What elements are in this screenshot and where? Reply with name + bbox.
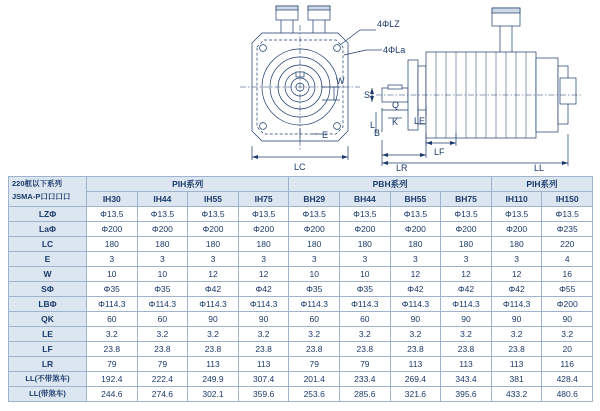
cell: 180 (87, 237, 138, 252)
cell: Φ13.5 (491, 207, 542, 222)
cell: 3 (87, 252, 138, 267)
cell: Φ35 (137, 282, 188, 297)
cell: Φ13.5 (188, 207, 239, 222)
cell: Φ13.5 (238, 207, 289, 222)
cell: 3 (340, 252, 391, 267)
cell: 343.4 (441, 372, 492, 387)
label-lb: L (370, 120, 376, 130)
cell: Φ42 (390, 282, 441, 297)
technical-drawing (0, 0, 600, 172)
cell: 253.6 (289, 387, 340, 402)
row-label-le: LE (9, 327, 87, 342)
dimension-table (8, 176, 593, 402)
label-lc: LC (294, 162, 306, 172)
cell: 23.8 (137, 342, 188, 357)
cell: 20 (542, 342, 593, 357)
cell: 3 (238, 252, 289, 267)
cell: 3 (390, 252, 441, 267)
cell: 12 (491, 267, 542, 282)
cell: 23.8 (188, 342, 239, 357)
group-header-pih-1: PIH系列 (87, 177, 289, 192)
cell: 359.6 (238, 387, 289, 402)
row-label-lf: LF (9, 342, 87, 357)
table-row (9, 252, 593, 267)
col-header-ih110: IH110 (491, 192, 542, 207)
cell: 113 (238, 357, 289, 372)
cell: 3.2 (441, 327, 492, 342)
cell: Φ42 (491, 282, 542, 297)
cell: Φ42 (188, 282, 239, 297)
row-label-lb: LBΦ (9, 297, 87, 312)
cell: Φ200 (238, 222, 289, 237)
table-row (9, 297, 593, 312)
cell: 113 (390, 357, 441, 372)
cell: Φ55 (542, 282, 593, 297)
cell: 302.1 (188, 387, 239, 402)
cell: 222.4 (137, 372, 188, 387)
label-k: K (392, 117, 399, 127)
cell: 10 (87, 267, 138, 282)
cell: 3 (491, 252, 542, 267)
dimension-table-wrapper (8, 176, 592, 402)
cell: Φ200 (542, 297, 593, 312)
cell: Φ13.5 (87, 207, 138, 222)
cell: 3.2 (390, 327, 441, 342)
group-header-pih-2: PIH系列 (491, 177, 592, 192)
cell: Φ114.3 (340, 297, 391, 312)
cell: 249.9 (188, 372, 239, 387)
cell: 3.2 (137, 327, 188, 342)
cell: 3.2 (491, 327, 542, 342)
cell: 180 (340, 237, 391, 252)
cell: 3 (137, 252, 188, 267)
table-row (9, 282, 593, 297)
label-le: LE (414, 116, 426, 126)
cell: Φ200 (390, 222, 441, 237)
cell: 381 (491, 372, 542, 387)
cell: 12 (390, 267, 441, 282)
label-lb2: B (374, 128, 381, 138)
cell: 10 (340, 267, 391, 282)
cell: 220 (542, 237, 593, 252)
cell: 180 (289, 237, 340, 252)
cell: Φ114.3 (188, 297, 239, 312)
cell: Φ114.3 (238, 297, 289, 312)
cell: 180 (137, 237, 188, 252)
cell: 180 (491, 237, 542, 252)
cell: 23.8 (390, 342, 441, 357)
row-label-e: E (9, 252, 87, 267)
cell: 3 (188, 252, 239, 267)
cell: Φ35 (340, 282, 391, 297)
cell: 113 (441, 357, 492, 372)
table-row (9, 222, 593, 237)
row-label-qk: QK (9, 312, 87, 327)
cell: 433.2 (491, 387, 542, 402)
cell: 192.4 (87, 372, 138, 387)
cell: 60 (137, 312, 188, 327)
cell: Φ200 (491, 222, 542, 237)
cell: 60 (87, 312, 138, 327)
row-label-ll-with-brake: LL(带煞车) (9, 387, 87, 402)
col-header-ih75: IH75 (238, 192, 289, 207)
cell: 79 (137, 357, 188, 372)
cell: 180 (390, 237, 441, 252)
table-row (9, 267, 593, 282)
label-4-phi-la: 4ΦLa (383, 45, 406, 55)
cell: 201.4 (289, 372, 340, 387)
row-label-lr: LR (9, 357, 87, 372)
cell: 12 (238, 267, 289, 282)
cell: Φ35 (87, 282, 138, 297)
row-label-s: SΦ (9, 282, 87, 297)
cell: Φ13.5 (441, 207, 492, 222)
table-row (9, 312, 593, 327)
cell: 60 (289, 312, 340, 327)
row-label-w: W (9, 267, 87, 282)
cell: 3.2 (542, 327, 593, 342)
cell: 3 (441, 252, 492, 267)
cell: 274.6 (137, 387, 188, 402)
group-header-pbh: PBH系列 (289, 177, 491, 192)
row-label-lz: LZΦ (9, 207, 87, 222)
cell: 12 (188, 267, 239, 282)
table-row (9, 237, 593, 252)
cell: 90 (542, 312, 593, 327)
cell: 480.6 (542, 387, 593, 402)
cell: 3.2 (340, 327, 391, 342)
label-ll: LL (534, 163, 545, 172)
label-s: S (364, 90, 371, 100)
cell: 3.2 (188, 327, 239, 342)
cell: Φ200 (188, 222, 239, 237)
cell: 3.2 (238, 327, 289, 342)
cell: 90 (188, 312, 239, 327)
label-w: W (336, 76, 345, 86)
cell: 90 (491, 312, 542, 327)
cell: Φ200 (289, 222, 340, 237)
cell: 180 (188, 237, 239, 252)
table-column-header-row (9, 192, 593, 207)
cell: Φ200 (87, 222, 138, 237)
cell: 428.4 (542, 372, 593, 387)
table-row (9, 387, 593, 402)
col-header-bh44: BH44 (340, 192, 391, 207)
cell: 244.6 (87, 387, 138, 402)
row-label-lc: LC (9, 237, 87, 252)
col-header-ih30: IH30 (87, 192, 138, 207)
cell: Φ200 (340, 222, 391, 237)
cell: Φ13.5 (340, 207, 391, 222)
cell: 3 (289, 252, 340, 267)
cell: Φ13.5 (542, 207, 593, 222)
cell: 180 (441, 237, 492, 252)
cell: 23.8 (238, 342, 289, 357)
table-row (9, 357, 593, 372)
drawing-svg (0, 0, 600, 172)
table-corner-cell (9, 177, 87, 207)
cell: 90 (441, 312, 492, 327)
col-header-ih150: IH150 (542, 192, 593, 207)
cell: Φ114.3 (390, 297, 441, 312)
cell: Φ114.3 (137, 297, 188, 312)
row-label-ll-no-brake: LL(不带煞车) (9, 372, 87, 387)
cell: 10 (137, 267, 188, 282)
label-lf: LF (434, 147, 445, 157)
cell: Φ200 (137, 222, 188, 237)
cell: 307.4 (238, 372, 289, 387)
cell: Φ114.3 (289, 297, 340, 312)
cell: 79 (87, 357, 138, 372)
cell: 10 (289, 267, 340, 282)
cell: 16 (542, 267, 593, 282)
corner-line-1: 220框以下系列 (12, 179, 63, 188)
cell: 23.8 (441, 342, 492, 357)
cell: Φ13.5 (137, 207, 188, 222)
label-lr: LR (396, 163, 408, 172)
cell: 60 (340, 312, 391, 327)
cell: 113 (491, 357, 542, 372)
cell: Φ42 (441, 282, 492, 297)
cell: 233.4 (340, 372, 391, 387)
label-e: E (322, 130, 329, 140)
cell: Φ235 (542, 222, 593, 237)
cell: 395.6 (441, 387, 492, 402)
col-header-bh75: BH75 (441, 192, 492, 207)
table-row (9, 372, 593, 387)
label-q: Q (392, 100, 400, 110)
cell: 23.8 (340, 342, 391, 357)
col-header-bh55: BH55 (390, 192, 441, 207)
cell: 90 (238, 312, 289, 327)
cell: 23.8 (87, 342, 138, 357)
cell: 269.4 (390, 372, 441, 387)
table-group-header-row (9, 177, 593, 192)
cell: Φ114.3 (87, 297, 138, 312)
table-row (9, 327, 593, 342)
cell: 12 (441, 267, 492, 282)
cell: 79 (289, 357, 340, 372)
table-row (9, 342, 593, 357)
cell: Φ13.5 (390, 207, 441, 222)
cell: 116 (542, 357, 593, 372)
corner-line-2: JSMA-P口口口口 (12, 192, 71, 201)
cell: 23.8 (289, 342, 340, 357)
cell: 4 (542, 252, 593, 267)
cell: Φ200 (441, 222, 492, 237)
cell: 90 (390, 312, 441, 327)
col-header-bh29: BH29 (289, 192, 340, 207)
col-header-ih55: IH55 (188, 192, 239, 207)
label-4-phi-lz: 4ΦLZ (377, 19, 400, 29)
cell: 23.8 (491, 342, 542, 357)
cell: 180 (238, 237, 289, 252)
cell: 285.6 (340, 387, 391, 402)
cell: Φ35 (289, 282, 340, 297)
cell: Φ13.5 (289, 207, 340, 222)
cell: 3.2 (289, 327, 340, 342)
table-row (9, 207, 593, 222)
cell: 3.2 (87, 327, 138, 342)
cell: Φ114.3 (491, 297, 542, 312)
cell: 79 (340, 357, 391, 372)
row-label-la: LaΦ (9, 222, 87, 237)
cell: Φ114.3 (441, 297, 492, 312)
cell: 321.6 (390, 387, 441, 402)
col-header-ih44: IH44 (137, 192, 188, 207)
cell: Φ42 (238, 282, 289, 297)
cell: 113 (188, 357, 239, 372)
